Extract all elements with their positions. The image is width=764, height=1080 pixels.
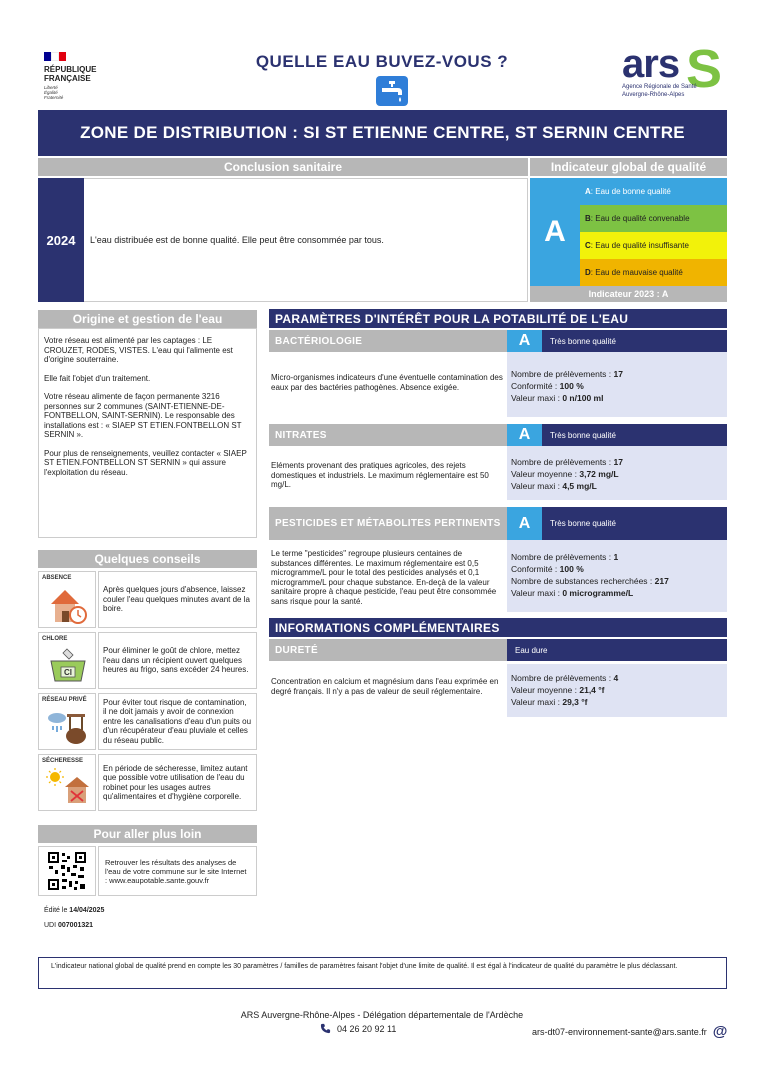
conclusion-header: Conclusion sanitaire (38, 158, 528, 176)
advice-label: SÉCHERESSE (42, 758, 84, 764)
parameters-header: PARAMÈTRES D'INTÉRÊT POUR LA POTABILITÉ DE L'EAU (269, 309, 727, 328)
origin-paragraph: Votre réseau est alimenté par les captages : LE CROUZET, RODES, VISTES. L'eau qui l'alimente est d'origine souterraine. (44, 336, 233, 364)
republic-line-2: FRANÇAISE (44, 74, 91, 83)
legend-text: : Eau de mauvaise qualité (590, 268, 683, 277)
chlorine-advice-icon (38, 632, 96, 689)
origin-paragraph: Elle fait l'objet d'un traitement. (44, 373, 151, 383)
legend-row-a (580, 178, 727, 205)
param-name-bacteriology: BACTÉRIOLOGIE (269, 330, 507, 352)
stat-value: 100 % (559, 381, 584, 391)
stat-value: 21,4 °f (579, 685, 605, 695)
ars-logo-region: Auvergne-Rhône-Alpes (622, 92, 685, 98)
email-contact[interactable] (532, 1023, 727, 1040)
advice-header: Quelques conseils (38, 550, 257, 568)
advice-label: RÉSEAU PRIVÉ (42, 697, 87, 703)
stat-value: 1 (613, 552, 619, 562)
stat-value: 17 (613, 369, 623, 379)
advice-label: CHLORE (42, 636, 68, 642)
footer-organization: ARS Auvergne-Rhône-Alpes - Délégation départementale de l'Ardèche (240, 1010, 524, 1020)
stat-label: Valeur maxi : (511, 393, 563, 403)
absence-advice-icon (38, 571, 96, 628)
ars-logo (620, 39, 730, 104)
conclusion-text: L'eau distribuée est de bonne qualité. Elle peut être consommée par tous. (84, 178, 528, 302)
udi-label: UDI (44, 922, 58, 929)
edited-label: Édité le (44, 907, 70, 914)
param-stats (507, 352, 727, 417)
water-tap-icon (376, 76, 408, 106)
legend-letter: C (585, 241, 591, 250)
legend-text: : Eau de bonne qualité (590, 187, 671, 196)
stat-label: Conformité : (511, 564, 560, 574)
qr-code[interactable] (38, 846, 96, 896)
param-name-hardness: DURETÉ (269, 639, 507, 661)
stat-value: 217 (654, 576, 669, 586)
stat-label: Nombre de prélèvements : (511, 552, 614, 562)
advice-text: Après quelques jours d'absence, laissez couler l'eau quelques minutes avant de la boire. (98, 571, 257, 628)
stat-value: 29,3 °f (562, 697, 588, 707)
param-grade: A (507, 424, 542, 446)
house-icon (47, 584, 89, 626)
footer-note: L'indicateur national global de qualité prend en compte les 30 paramètres / familles de paramètres faisant l'objet d'une limite de qualité. Il est égal à l'indicateur de qualité du paramètre le plus déclassant. (38, 957, 727, 989)
private-network-advice-icon (38, 693, 96, 750)
well-icon (45, 706, 91, 748)
stat-label: Valeur maxi : (511, 588, 563, 598)
advice-text: Pour éliminer le goût de chlore, mettez l'eau dans un récipient ouvert quelques heures au frigo, sans excéder 24 heures. (98, 632, 257, 689)
legend-letter: D (585, 268, 591, 277)
origin-header: Origine et gestion de l'eau (38, 310, 257, 328)
edited-date (44, 907, 104, 914)
stat-value: 0 microgramme/L (562, 588, 634, 598)
complementary-header: INFORMATIONS COMPLÉMENTAIRES (269, 618, 727, 637)
stat-label: Nombre de prélèvements : (511, 369, 614, 379)
origin-paragraph: Votre réseau alimente de façon permanente 3216 personnes sur 2 communes (SAINT-ETIENNE-DE-FONTBELLON, SAINT-SERNIN). Le responsable des installations est : « SIAEP ST ETIEN.FONTBELLON ST SERNIN ». (44, 392, 242, 439)
legend-text: : Eau de qualité convenable (590, 214, 690, 223)
more-info-header: Pour aller plus loin (38, 825, 257, 843)
legend-text: : Eau de qualité insuffisante (590, 241, 689, 250)
legend-row-d (580, 259, 727, 286)
param-description: Micro-organismes indicateurs d'une éventuelle contamination des eaux par des bactéries pathogènes. Absence exigée. (271, 373, 503, 392)
advice-text: Pour éviter tout risque de contamination, il ne doit jamais y avoir de connexion entre les canalisations d'eau d'un puits ou d'un récupérateur d'eau pluviale et celles du réseau public. (98, 693, 257, 750)
param-quality: Eau dure (507, 639, 727, 661)
republic-line-1: RÉPUBLIQUE (44, 65, 97, 74)
param-name-nitrates: NITRATES (269, 424, 507, 446)
edited-value: 14/04/2025 (69, 907, 105, 914)
at-icon: @ (712, 1023, 728, 1040)
stat-value: 100 % (559, 564, 584, 574)
origin-box (38, 328, 257, 538)
phone-number: 04 26 20 92 11 (337, 1023, 397, 1034)
previous-indicator: Indicateur 2023 : A (530, 286, 727, 302)
stat-label: Valeur moyenne : (511, 469, 580, 479)
ars-logo-swoosh: S (686, 39, 723, 99)
udi-value: 007001321 (58, 922, 94, 929)
param-stats (507, 664, 727, 717)
sun-icon (45, 767, 91, 809)
udi-code (44, 922, 93, 929)
param-stats (507, 540, 727, 612)
legend-row-b (580, 205, 727, 232)
legend-letter: A (585, 187, 591, 196)
drought-advice-icon (38, 754, 96, 811)
zone-title: ZONE DE DISTRIBUTION : SI ST ETIENNE CENTRE, ST SERNIN CENTRE (38, 110, 727, 156)
motto-egalite: Égalité (44, 90, 58, 95)
phone-contact[interactable] (320, 1023, 396, 1034)
legend-letter: B (585, 214, 591, 223)
stat-label: Nombre de prélèvements : (511, 457, 614, 467)
conclusion-year: 2024 (38, 178, 84, 302)
param-stats (507, 446, 727, 500)
advice-text: En période de sécheresse, limitez autant que possible votre utilisation de l'eau du robinet pour les usages autres qu'alimentaires et d'hygiène corporelle. (98, 754, 257, 811)
param-quality: Très bonne qualité (542, 424, 727, 446)
stat-label: Valeur maxi : (511, 697, 563, 707)
advice-label: ABSENCE (42, 575, 72, 581)
more-info-text: Retrouver les résultats des analyses de l'eau de votre commune sur le site Internet : www.eaupotable.sante.gouv.fr (98, 846, 257, 896)
motto-liberte: Liberté (44, 85, 58, 90)
stat-label: Conformité : (511, 381, 560, 391)
param-quality: Très bonne qualité (542, 330, 727, 352)
stat-label: Nombre de prélèvements : (511, 673, 614, 683)
param-quality: Très bonne qualité (542, 507, 727, 540)
page-title: QUELLE EAU BUVEZ-VOUS ? (255, 52, 509, 71)
stat-label: Nombre de substances recherchées : (511, 576, 655, 586)
param-grade: A (507, 507, 542, 540)
legend-row-c (580, 232, 727, 259)
stat-value: 0 n/100 ml (562, 393, 604, 403)
ars-logo-text: ars (622, 42, 680, 86)
param-description: Eléments provenant des pratiques agricoles, des rejets domestiques et industriels. Le maximum réglementaire est 50 mg/L. (271, 461, 489, 489)
param-description: Concentration en calcium et magnésium dans l'eau exprimée en degré français. Il n'y a pas de valeur de seuil réglementaire. (271, 677, 499, 696)
ars-logo-subtitle: Agence Régionale de Santé (622, 84, 697, 90)
stat-value: 17 (613, 457, 623, 467)
stat-label: Valeur moyenne : (511, 685, 580, 695)
chlorine-icon (47, 645, 89, 687)
stat-value: 4 (613, 673, 619, 683)
param-description: Le terme "pesticides" regroupe plusieurs centaines de substances différentes. Le maximum réglementaire est 0,5 microgramme/L pour le total des pesticides analysés et 0,1 microgramme/L pour chaque substance. En-deçà de la valeur sanitaire propre à chaque pesticide, l'eau peut être consommée sans risque pour la santé. (271, 549, 497, 606)
indicator-header: Indicateur global de qualité (530, 158, 727, 176)
param-grade: A (507, 330, 542, 352)
origin-paragraph: Pour plus de renseignements, veuillez contacter « SIAEP ST ETIEN.FONTBELLON ST SERNIN » qui assure l'exploitation du réseau. (44, 448, 247, 477)
qr-code-icon (47, 851, 87, 891)
param-name-pesticides: PESTICIDES ET MÉTABOLITES PERTINENTS (269, 507, 507, 540)
email-address: ars-dt07-environnement-sante@ars.sante.fr (532, 1026, 707, 1037)
svg-text:Cl: Cl (64, 668, 72, 677)
stat-value: 3,72 mg/L (579, 469, 619, 479)
phone-icon (320, 1023, 331, 1034)
stat-value: 4,5 mg/L (562, 481, 597, 491)
global-grade: A (530, 178, 580, 286)
stat-label: Valeur maxi : (511, 481, 563, 491)
motto-fraternite: Fraternité (44, 95, 64, 100)
